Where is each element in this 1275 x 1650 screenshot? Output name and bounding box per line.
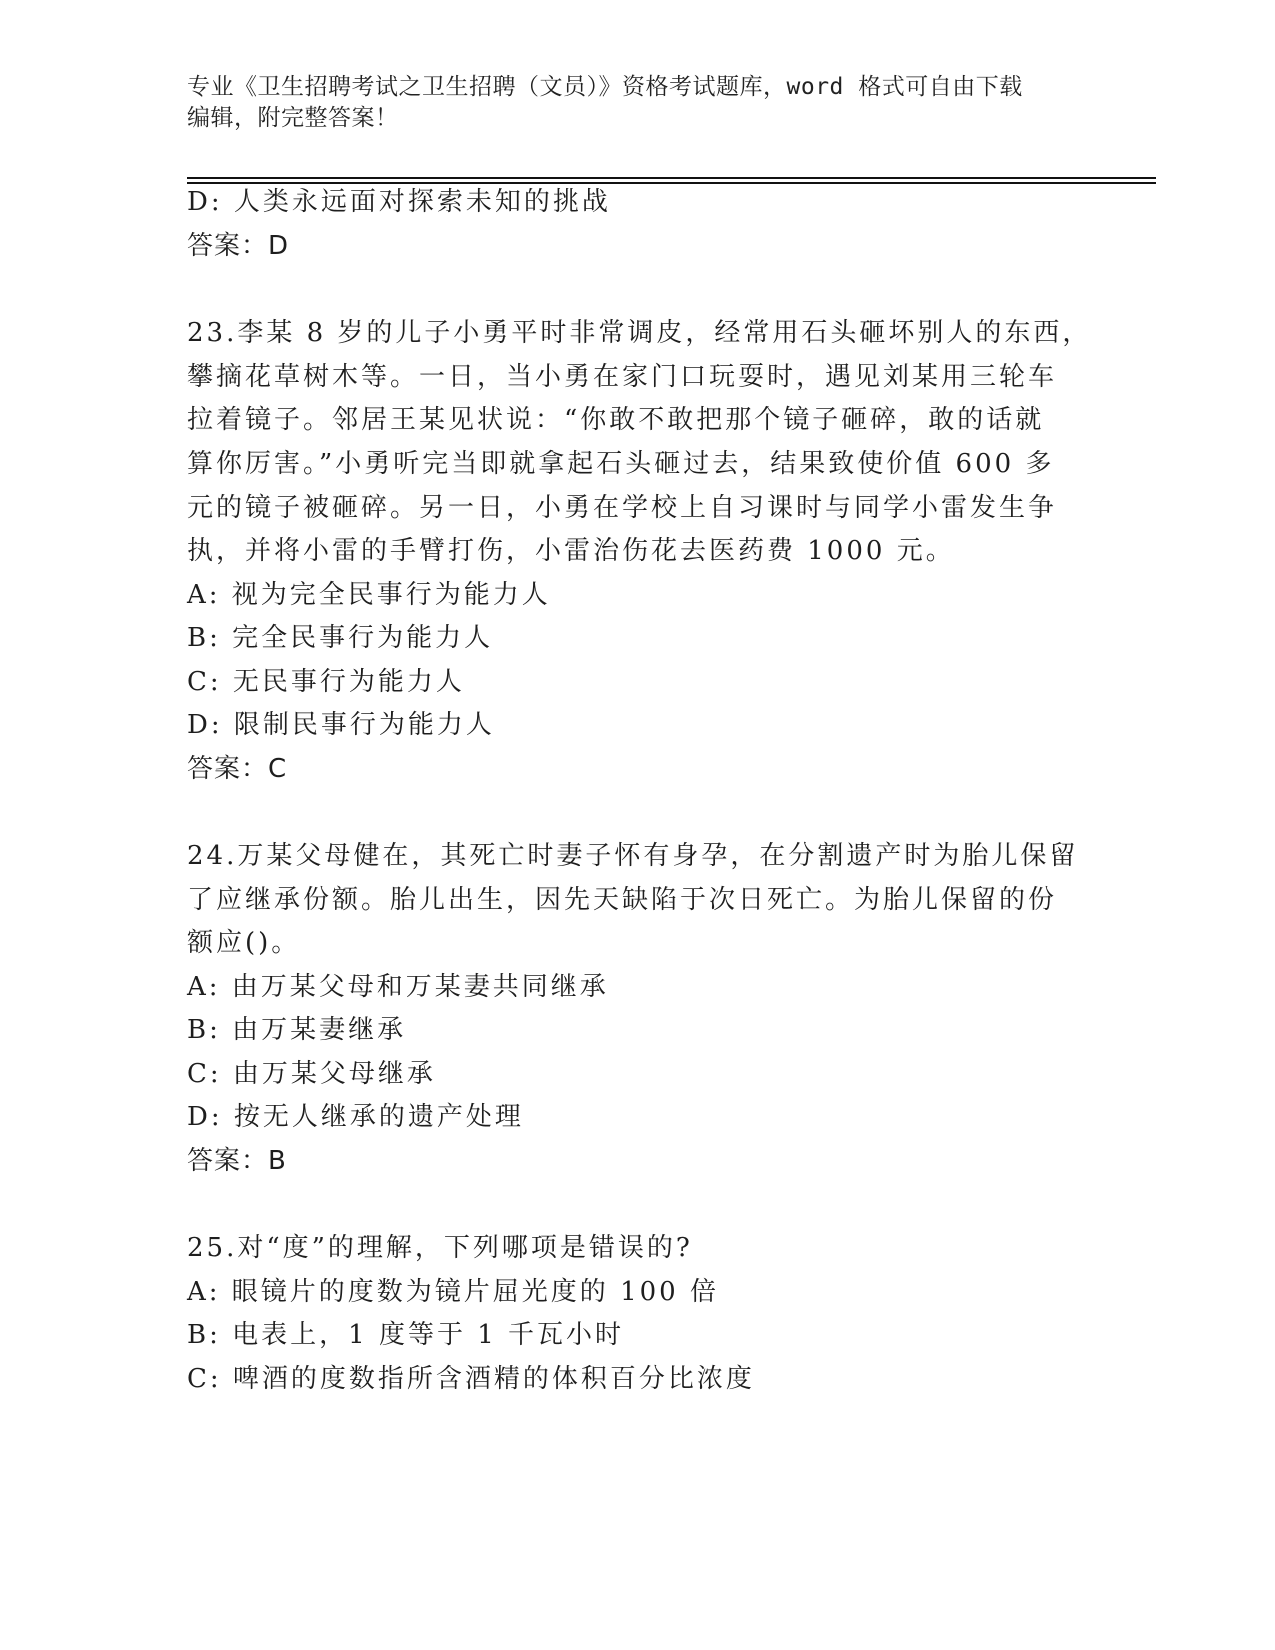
q24-answer: 答案：B [187, 1146, 287, 1176]
q25-option-c: C: 啤酒的度数指所含酒精的体积百分比浓度 [187, 1364, 755, 1394]
q24-text-line-2: 了应继承份额。胎儿出生，因先天缺陷于次日死亡。为胎儿保留的份 [187, 885, 1058, 915]
q23-option-a: A: 视为完全民事行为能力人 [187, 580, 551, 610]
header-line-2: 编辑，附完整答案！ [187, 105, 399, 131]
q25-text-line-1: 25.对“度”的理解，下列哪项是错误的? [187, 1233, 693, 1263]
document-header [187, 72, 1087, 134]
q23-text-line-5: 元的镜子被砸碎。另一日，小勇在学校上自习课时与同学小雷发生争 [187, 493, 1058, 523]
header-divider-top [187, 177, 1156, 179]
q23-text-line-1: 23.李某 8 岁的儿子小勇平时非常调皮，经常用石头砸坏别人的东西， [187, 318, 1092, 348]
q23-answer: 答案：C [187, 754, 288, 784]
q23-option-b: B: 完全民事行为能力人 [187, 623, 494, 653]
q25-option-a: A: 眼镜片的度数为镜片屈光度的 100 倍 [187, 1277, 719, 1307]
q23-option-c: C: 无民事行为能力人 [187, 667, 465, 697]
header-line-1: 专业《卫生招聘考试之卫生招聘（文员）》资格考试题库，word 格式可自由下载 [187, 74, 1023, 100]
q23-text-line-3: 拉着镜子。邻居王某见状说：“你敢不敢把那个镜子砸碎，敢的话就 [187, 405, 1045, 435]
q23-text-line-4: 算你厉害。”小勇听完当即就拿起石头砸过去，结果致使价值 600 多 [187, 449, 1055, 479]
q24-text-line-1: 24.万某父母健在，其死亡时妻子怀有身孕，在分割遗产时为胎儿保留 [187, 841, 1079, 871]
q24-option-a: A: 由万某父母和万某妻共同继承 [187, 972, 609, 1002]
q24-text-line-3: 额应()。 [187, 928, 301, 958]
option-d: D: 人类永远面对探索未知的挑战 [187, 187, 611, 217]
q23-option-d: D: 限制民事行为能力人 [187, 710, 495, 740]
q23-text-line-2: 攀摘花草树木等。一日，当小勇在家门口玩耍时，遇见刘某用三轮车 [187, 362, 1058, 392]
q23-text-line-6: 执，并将小雷的手臂打伤，小雷治伤花去医药费 1000 元。 [187, 536, 955, 566]
q25-option-b: B: 电表上，1 度等于 1 千瓦小时 [187, 1320, 625, 1350]
answer-line: 答案：D [187, 231, 290, 261]
q24-option-c: C: 由万某父母继承 [187, 1059, 436, 1089]
q24-option-b: B: 由万某妻继承 [187, 1015, 407, 1045]
q24-option-d: D: 按无人继承的遗产处理 [187, 1102, 524, 1132]
